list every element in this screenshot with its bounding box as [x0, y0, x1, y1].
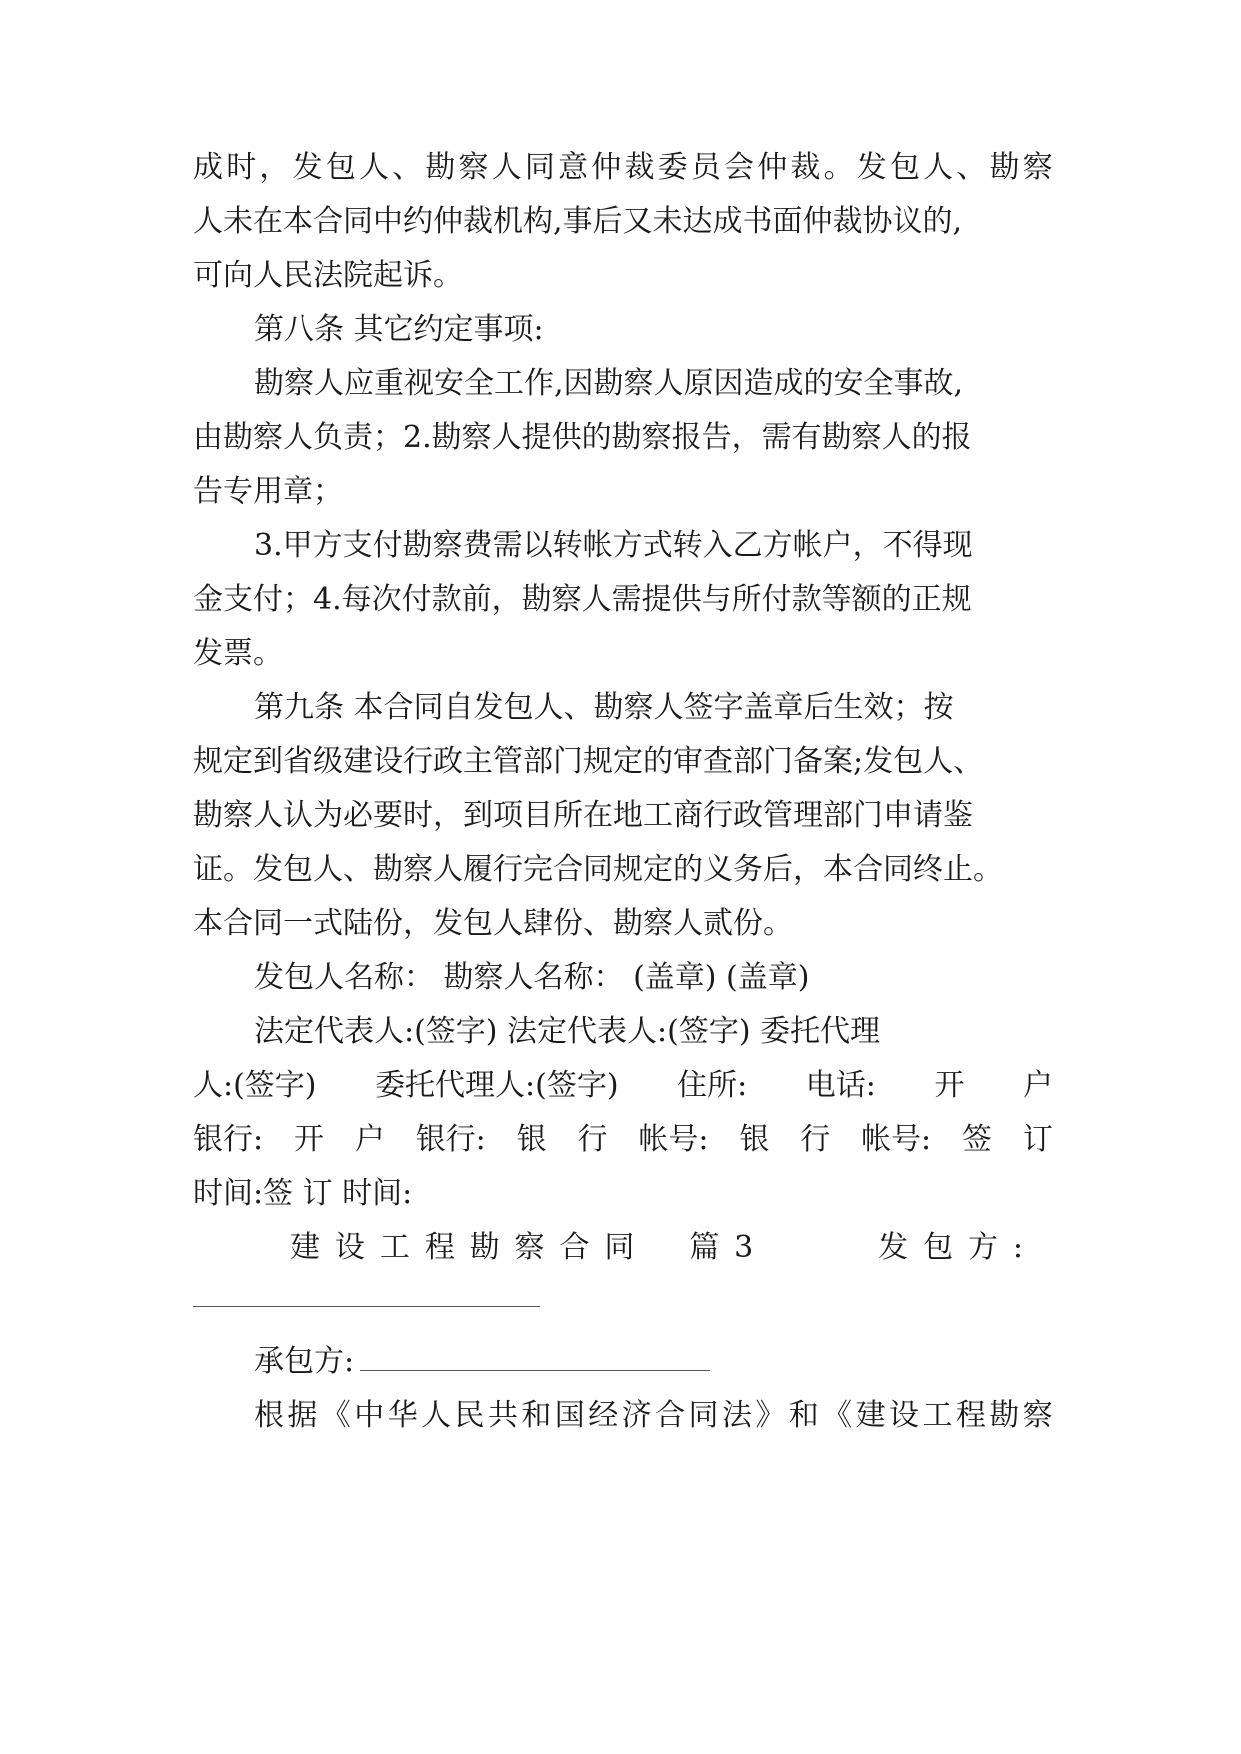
title-char: 发	[878, 1230, 909, 1265]
title-char: 篇	[689, 1230, 720, 1265]
contractor-label: 承包方:	[254, 1344, 355, 1379]
char: 程	[955, 1398, 986, 1433]
field-text: 开	[934, 1068, 965, 1103]
title-char: 合	[559, 1230, 590, 1265]
char: 员	[690, 150, 721, 185]
field-text: 开	[293, 1122, 324, 1157]
title-char: 勘	[469, 1230, 500, 1265]
char: ，	[259, 150, 290, 185]
char: 、	[956, 150, 987, 185]
char: 。	[823, 150, 854, 185]
char: 经	[588, 1398, 619, 1433]
char: 同	[524, 150, 555, 185]
char: 察	[1022, 1398, 1053, 1433]
title-char: :	[1012, 1230, 1023, 1265]
paragraph-line: 金支付；4.每次付款前，勘察人需提供与所付款等额的正规	[193, 582, 972, 617]
char: 济	[621, 1398, 652, 1433]
char: 成	[193, 150, 223, 185]
char: 委	[657, 150, 688, 185]
char: 《	[822, 1398, 853, 1433]
char: 中	[354, 1398, 385, 1433]
char: 据	[287, 1398, 318, 1433]
char: 建	[855, 1398, 886, 1433]
paragraph-line: 3.甲方支付勘察费需以转帐方式转入乙方帐户，不得现	[254, 528, 973, 563]
char: 合	[655, 1398, 686, 1433]
title-char: 建	[290, 1230, 320, 1265]
field-text: 银行:	[193, 1122, 264, 1157]
char: 勘	[425, 150, 456, 185]
field-text: 帐号:	[638, 1122, 709, 1157]
title-char: 方	[967, 1230, 998, 1265]
char: 裁	[624, 150, 655, 185]
char: 人	[421, 1398, 452, 1433]
title-char: 3	[734, 1230, 754, 1265]
char: 》	[755, 1398, 786, 1433]
char: 工	[922, 1398, 953, 1433]
field-text: 住所:	[677, 1068, 748, 1103]
char: 意	[558, 150, 589, 185]
paragraph-line: 规定到省级建设行政主管部门规定的审查部门备案;发包人、	[193, 744, 984, 779]
signature-names-line: 发包人名称： 勘察人名称： (盖章) (盖章)	[254, 960, 810, 995]
field-text: 订	[1022, 1122, 1053, 1157]
contractor-blank-line	[360, 1344, 710, 1371]
title-char: 包	[923, 1230, 954, 1265]
field-text: 银行:	[415, 1122, 486, 1157]
char: 法	[721, 1398, 752, 1433]
field-text: 户	[1022, 1068, 1053, 1103]
char: 国	[554, 1398, 585, 1433]
paragraph-line	[254, 1396, 1053, 1436]
title-char: 同	[604, 1230, 635, 1265]
char: 包	[325, 150, 356, 185]
paragraph-line: 勘察人认为必要时，到项目所在地工商行政管理部门申请鉴	[193, 798, 973, 833]
char: 仲	[591, 150, 622, 185]
char: 根	[254, 1398, 284, 1433]
paragraph-line: 本合同一式陆份，发包人肆份、勘察人贰份。	[193, 906, 793, 941]
paragraph-line: 可向人民法院起诉。	[193, 258, 463, 293]
char: 发	[292, 150, 323, 185]
field-text: 行	[800, 1122, 831, 1157]
title-char: 程	[424, 1230, 455, 1265]
article-8-heading: 第八条 其它约定事项:	[254, 312, 544, 347]
signature-fields-line	[193, 1066, 1053, 1106]
title-char: 工	[379, 1230, 410, 1265]
field-text: 行	[577, 1122, 608, 1157]
char: 包	[889, 150, 920, 185]
char: 和	[521, 1398, 552, 1433]
char: 会	[724, 150, 754, 185]
field-text: 签	[962, 1122, 993, 1157]
title-char: 察	[514, 1230, 545, 1265]
char: 察	[458, 150, 489, 185]
title-char: 设	[334, 1230, 365, 1265]
char: 《	[320, 1398, 351, 1433]
char: 人	[923, 150, 954, 185]
char: 勘	[989, 150, 1020, 185]
char: 人	[491, 150, 522, 185]
field-text: 帐号:	[861, 1122, 932, 1157]
contractor-line	[254, 1342, 1053, 1382]
char: 共	[487, 1398, 518, 1433]
field-text: 电话:	[805, 1068, 876, 1103]
contract-3-title-line	[290, 1228, 1023, 1268]
field-text: 银	[739, 1122, 770, 1157]
char: 设	[889, 1398, 920, 1433]
char: 时	[226, 150, 257, 185]
article-9-line: 第九条 本合同自发包人、勘察人签字盖章后生效；按	[254, 690, 954, 725]
char: 察	[1022, 150, 1053, 185]
char: 、	[392, 150, 423, 185]
char: 裁	[790, 150, 821, 185]
char: 同	[688, 1398, 719, 1433]
char: 和	[788, 1398, 819, 1433]
employer-blank-line	[193, 1306, 540, 1307]
paragraph-line: 勘察人应重视安全工作,因勘察人原因造成的安全事故,	[254, 366, 964, 401]
field-text: 人:(签字)	[193, 1068, 317, 1103]
field-text: 银	[516, 1122, 547, 1157]
sign-date-line: 时间:签 订 时间:	[193, 1176, 413, 1211]
char: 发	[856, 150, 887, 185]
paragraph-line	[193, 148, 1053, 188]
signature-rep-line: 法定代表人:(签字) 法定代表人:(签字) 委托代理	[254, 1014, 881, 1049]
char: 仲	[757, 150, 788, 185]
paragraph-line: 由勘察人负责；2.勘察人提供的勘察报告，需有勘察人的报	[193, 420, 972, 455]
char: 人	[358, 150, 389, 185]
paragraph-line: 告专用章；	[193, 474, 343, 509]
bank-fields-line	[193, 1120, 1053, 1160]
paragraph-line: 证。发包人、勘察人履行完合同规定的义务后，本合同终止。	[193, 852, 1003, 887]
field-text: 委托代理人:(签字)	[375, 1068, 619, 1103]
paragraph-line: 发票。	[193, 636, 283, 671]
field-text: 户	[354, 1122, 385, 1157]
char: 民	[454, 1398, 485, 1433]
paragraph-line: 人未在本合同中约仲裁机构,事后又未达成书面仲裁协议的,	[193, 204, 963, 239]
char: 华	[387, 1398, 418, 1433]
char: 勘	[989, 1398, 1020, 1433]
